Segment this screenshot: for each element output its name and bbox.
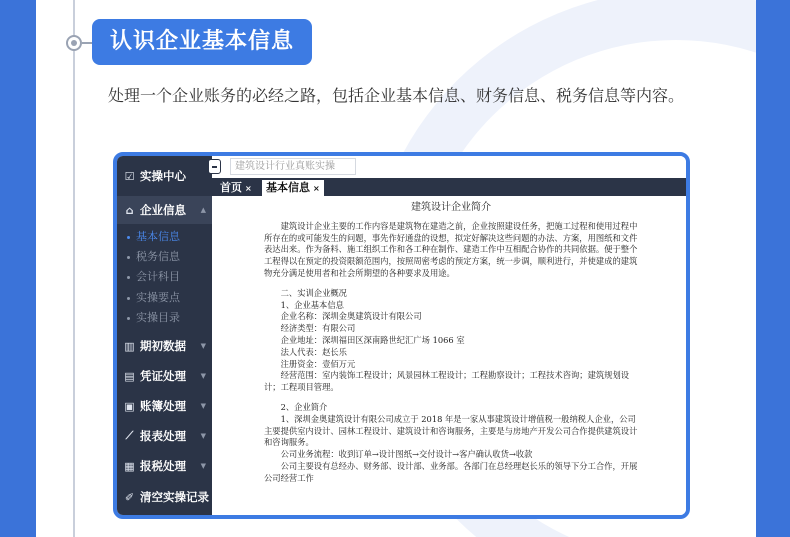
checkbox-icon: ☑ [124, 169, 135, 183]
tab-bar [212, 178, 686, 196]
chevron-down-icon: ▼ [200, 432, 206, 440]
line-chart-icon: ⟋ [125, 429, 134, 442]
sidebar-item-tax-filing[interactable]: ▦ 报税处理 ▼ [124, 459, 206, 473]
top-bar [212, 156, 686, 178]
submenu-tax-info[interactable]: 税务信息 [127, 248, 180, 264]
section-description: 处理一个企业账务的必经之路，包括企业基本信息、财务信息、税务信息等内容。 [108, 86, 685, 105]
subsection-heading: 1、企业基本信息 [280, 299, 344, 310]
tax-icon: ▦ [124, 459, 135, 473]
subsection-heading: 2、企业简介 [280, 401, 328, 412]
submenu-practice-catalog[interactable]: 实操目录 [127, 309, 180, 325]
timeline-line [73, 0, 75, 537]
company-address: 企业地址：深圳福田区深南路世纪汇广场 1066 室 [280, 334, 465, 345]
document-intro: 建筑设计企业主要的工作内容是建筑物在建造之前，企业按照建设任务，把施工过程和使用过程中所存在的或可能发生的问题，事先作好通盘的设想，拟定好解决这些问题的办法、方案，用图纸和文件表达出来。作为备料、施工组织工作和各工种在制作、建造工作中互相配合协作的共同依据。便于整个工程得以在预定的投资限额范围内，按照周密考虑的预定方案，统一步调，顺利进行，并使建成的建筑物充分满足使用者和社会所期望的各种要求及用途。 [264, 220, 638, 278]
legal-representative: 法人代表：赵长乐 [280, 346, 347, 357]
menu-toggle-icon[interactable] [208, 159, 221, 174]
section-title: 认识企业基本信息 [92, 19, 312, 65]
business-scope: 经营范围：室内装饰工程设计；风景园林工程设计；工程勘察设计；工程技术咨询；建筑规划设计；工程项目管理。 [264, 370, 630, 393]
sidebar-item-voucher[interactable]: ▤ 凭证处理 ▼ [124, 369, 206, 383]
submenu-basic-info[interactable]: 基本信息 [127, 228, 180, 244]
chevron-down-icon: ▼ [200, 372, 206, 380]
chevron-down-icon: ▼ [200, 402, 206, 410]
organization: 公司主要设有总经办、财务部、设计部、业务部。各部门在总经理赵长乐的领导下分工合作，开展公司经营工作 [264, 460, 638, 483]
tab-basic-info[interactable]: 基本信息 × [262, 180, 324, 196]
sidebar-item-practice-center[interactable]: ☑ 实操中心 [124, 169, 186, 183]
document-view [212, 196, 686, 515]
chevron-down-icon: ▼ [200, 342, 206, 350]
sidebar-item-opening-data[interactable]: ▥ 期初数据 ▼ [124, 339, 206, 353]
sidebar-item-company-info[interactable]: ⌂ 企业信息 ▲ [117, 196, 212, 224]
submenu-practice-points[interactable]: 实操要点 [127, 289, 180, 305]
close-icon[interactable]: × [245, 184, 252, 193]
section-heading: 二、实训企业概况 [280, 287, 347, 298]
tab-home[interactable]: 首页 × [220, 181, 252, 194]
sidebar-item-ledger[interactable]: ▣ 账簿处理 ▼ [124, 399, 206, 413]
eraser-icon: ✐ [124, 490, 135, 504]
sidebar-item-reports[interactable]: ⟋ 报表处理 ▼ [117, 422, 212, 450]
timeline-dot-icon [66, 35, 82, 51]
chevron-down-icon: ▼ [200, 462, 206, 470]
economic-type: 经济类型：有限公司 [280, 323, 356, 334]
business-flow: 公司业务流程：收到订单→设计图纸→交付设计→客户确认收货→收款 [280, 449, 533, 460]
sidebar-item-clear-records[interactable]: ✐ 清空实操记录 [124, 490, 209, 504]
voucher-icon: ▤ [124, 369, 135, 383]
chevron-up-icon: ▲ [200, 206, 206, 214]
ledger-icon: ▣ [124, 399, 135, 413]
bar-chart-icon: ▥ [124, 339, 135, 353]
submenu-accounting-subjects[interactable]: 会计科目 [127, 268, 180, 284]
company-profile: 1、深圳金奥建筑设计有限公司成立于 2018 年是一家从事建筑设计增值税一般纳税人企业，公司主要提供室内设计、园林工程设计、建筑设计和咨询服务，主要是与房地产开发公司合作提供建筑设计和咨询服务。 [264, 413, 638, 448]
app-screenshot-frame [113, 152, 690, 519]
document-title: 建筑设计企业简介 [411, 202, 491, 213]
close-icon[interactable]: × [313, 184, 320, 193]
building-icon: ⌂ [125, 203, 134, 217]
search-input[interactable]: 建筑设计行业真账实操 [230, 158, 356, 175]
company-name: 企业名称：深圳金奥建筑设计有限公司 [280, 311, 422, 322]
registered-capital: 注册资金：壹佰万元 [280, 358, 356, 369]
sidebar [117, 156, 212, 515]
